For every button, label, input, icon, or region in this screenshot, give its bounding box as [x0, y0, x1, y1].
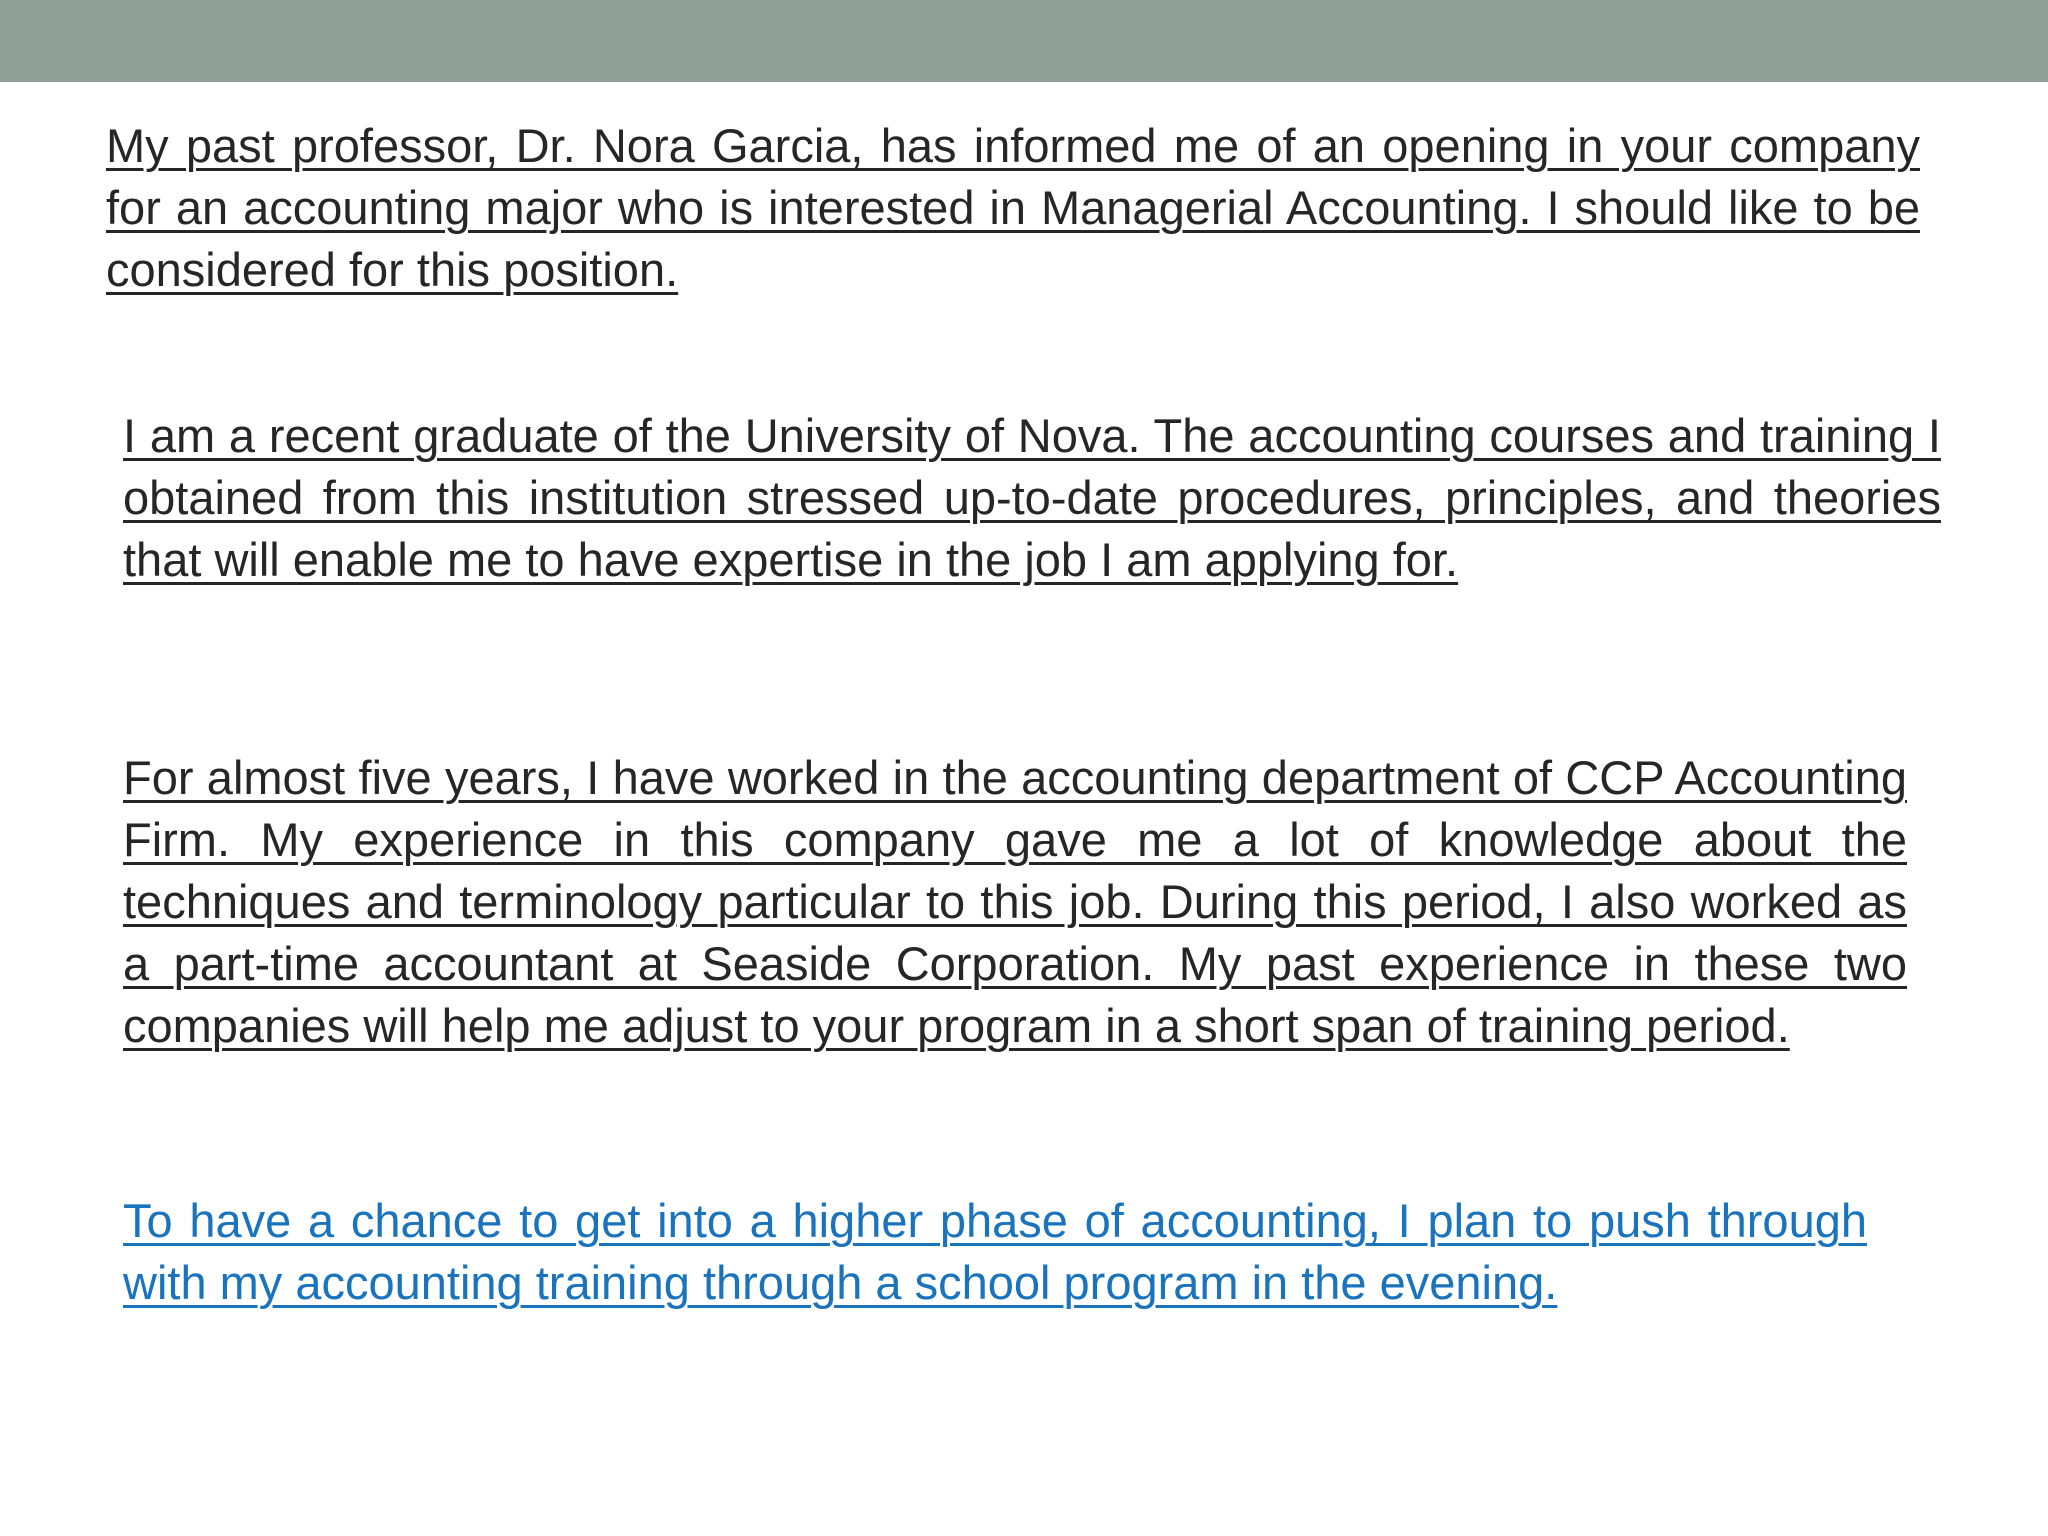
paragraph-referral: My past professor, Dr. Nora Garcia, has informed me of an opening in your company for an accounting major who is interested in Managerial Accounting. I should like to be considered for this position. [106, 119, 1920, 296]
header-bar [0, 0, 2048, 82]
paragraph-plans-link[interactable]: To have a chance to get into a higher phase of accounting, I plan to push through with my accounting training through a school program in the evening. [123, 1194, 1867, 1309]
paragraph-education: I am a recent graduate of the University of Nova. The accounting courses and training I obtained from this institution stressed up-to-date procedures, principles, and theories that will enable me to have expertise in the job I am applying for. [123, 409, 1941, 586]
paragraph-experience: For almost five years, I have worked in the accounting department of CCP Accounting Firm. My experience in this company gave me a lot of knowledge about the techniques and terminology particular to this job. During this period, I also worked as a part-time accountant at Seaside Corporation. My past experience in these two companies will help me adjust to your program in a short span of training period. [123, 751, 1907, 1052]
